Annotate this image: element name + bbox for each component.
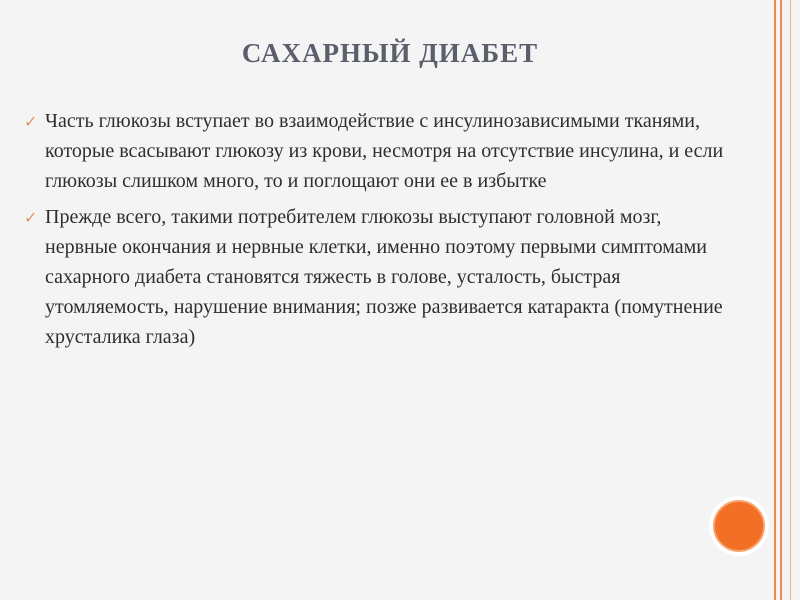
check-bullet-icon: ✓ [24, 114, 38, 131]
bullet-text: Часть глюкозы вступает во взаимодействие с инсулинозависимыми тканями, которые всасывают глюкозу из крови, несмотря на отсутствие инсулина, и если глюкозы слишком много, то и поглощают они ее в избытке [45, 110, 724, 192]
bullet-text: Прежде всего, такими потребителем глюкозы выступают головной мозг, нервные окончания и нервные клетки, именно поэтому первыми симптомами сахарного диабета становятся тяжесть в голове, усталость, быстрая утомляемость, нарушение внимания; позже развивается катаракта (помутнение хрусталика глаза) [45, 206, 723, 348]
decor-line [780, 0, 782, 600]
bullet-item [24, 202, 724, 352]
check-bullet-icon: ✓ [24, 210, 38, 227]
bullet-item [24, 106, 724, 196]
bullet-list [24, 106, 724, 358]
decor-orange-circle [713, 500, 765, 552]
right-decor-stripes [764, 0, 800, 600]
slide-title: САХАРНЫЙ ДИАБЕТ [241, 38, 539, 68]
decor-line [790, 0, 791, 600]
decor-line [774, 0, 776, 600]
